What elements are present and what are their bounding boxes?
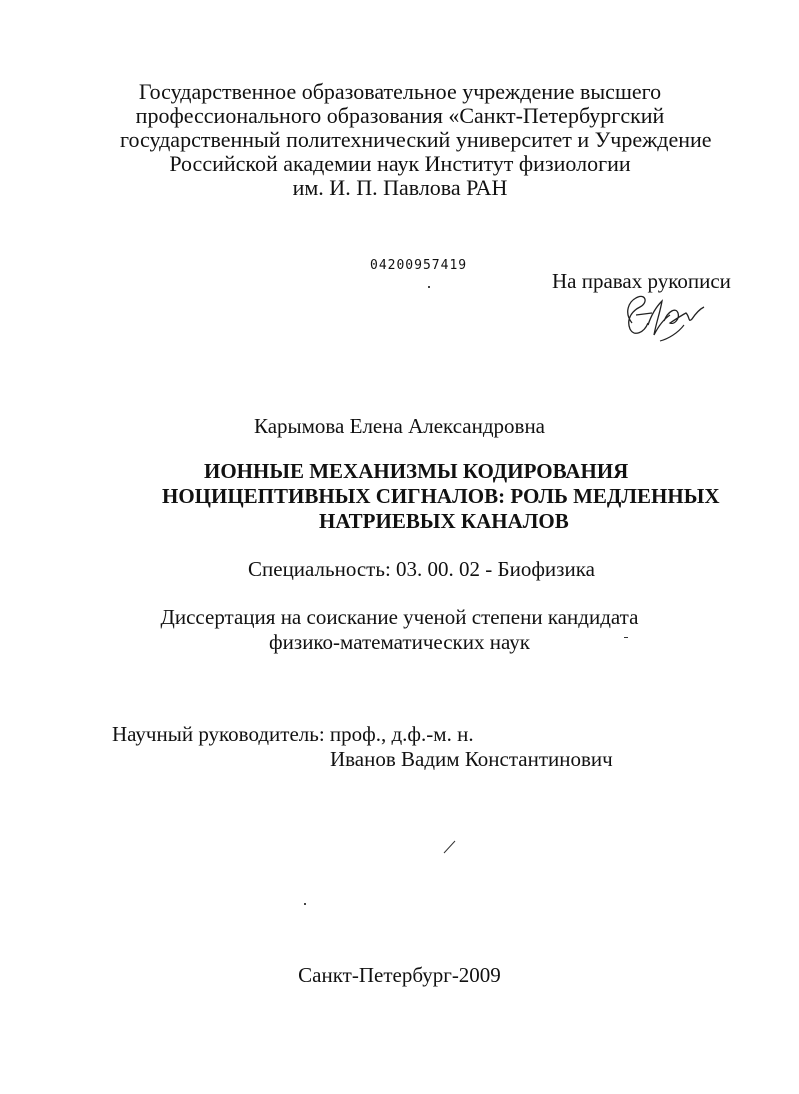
institution-line: им. И. П. Павлова РАН — [292, 175, 508, 200]
degree-statement — [0, 605, 799, 655]
author-name: Карымова Елена Александровна — [253, 414, 546, 438]
supervisor-label: Научный руководитель: проф., д.ф.-м. н. — [112, 722, 474, 746]
scan-speck — [428, 286, 430, 288]
degree-line: Диссертация на соискание ученой степени кандидата — [160, 605, 639, 629]
city-year: Санкт-Петербург-2009 — [298, 963, 501, 987]
institution-line: Государственное образовательное учреждение высшего — [138, 79, 662, 104]
scan-speck — [624, 637, 628, 638]
institution-line: Российской академии наук Институт физиологии — [169, 151, 631, 176]
rights-note: На правах рукописи — [552, 269, 731, 293]
supervisor-name: Иванов Вадим Константинович — [330, 747, 613, 771]
institution-block — [120, 79, 712, 200]
specialty: Специальность: 03. 00. 02 - Биофизика — [248, 557, 595, 581]
title-line: НОЦИЦЕПТИВНЫХ СИГНАЛОВ: РОЛЬ МЕДЛЕННЫХ — [162, 484, 720, 508]
signature-icon — [618, 283, 708, 345]
pen-stroke-mark — [440, 838, 458, 856]
document-code: 04200957419 — [370, 258, 468, 273]
institution-line: государственный политехнический университет и Учреждение — [120, 127, 712, 152]
institution-line: профессионального образования «Санкт-Петербургский — [135, 103, 665, 128]
title-line: ИОННЫЕ МЕХАНИЗМЫ КОДИРОВАНИЯ — [204, 459, 629, 483]
title-line: НАТРИЕВЫХ КАНАЛОВ — [319, 509, 569, 533]
scan-speck — [304, 903, 306, 905]
degree-line: физико-математических наук — [269, 630, 530, 654]
